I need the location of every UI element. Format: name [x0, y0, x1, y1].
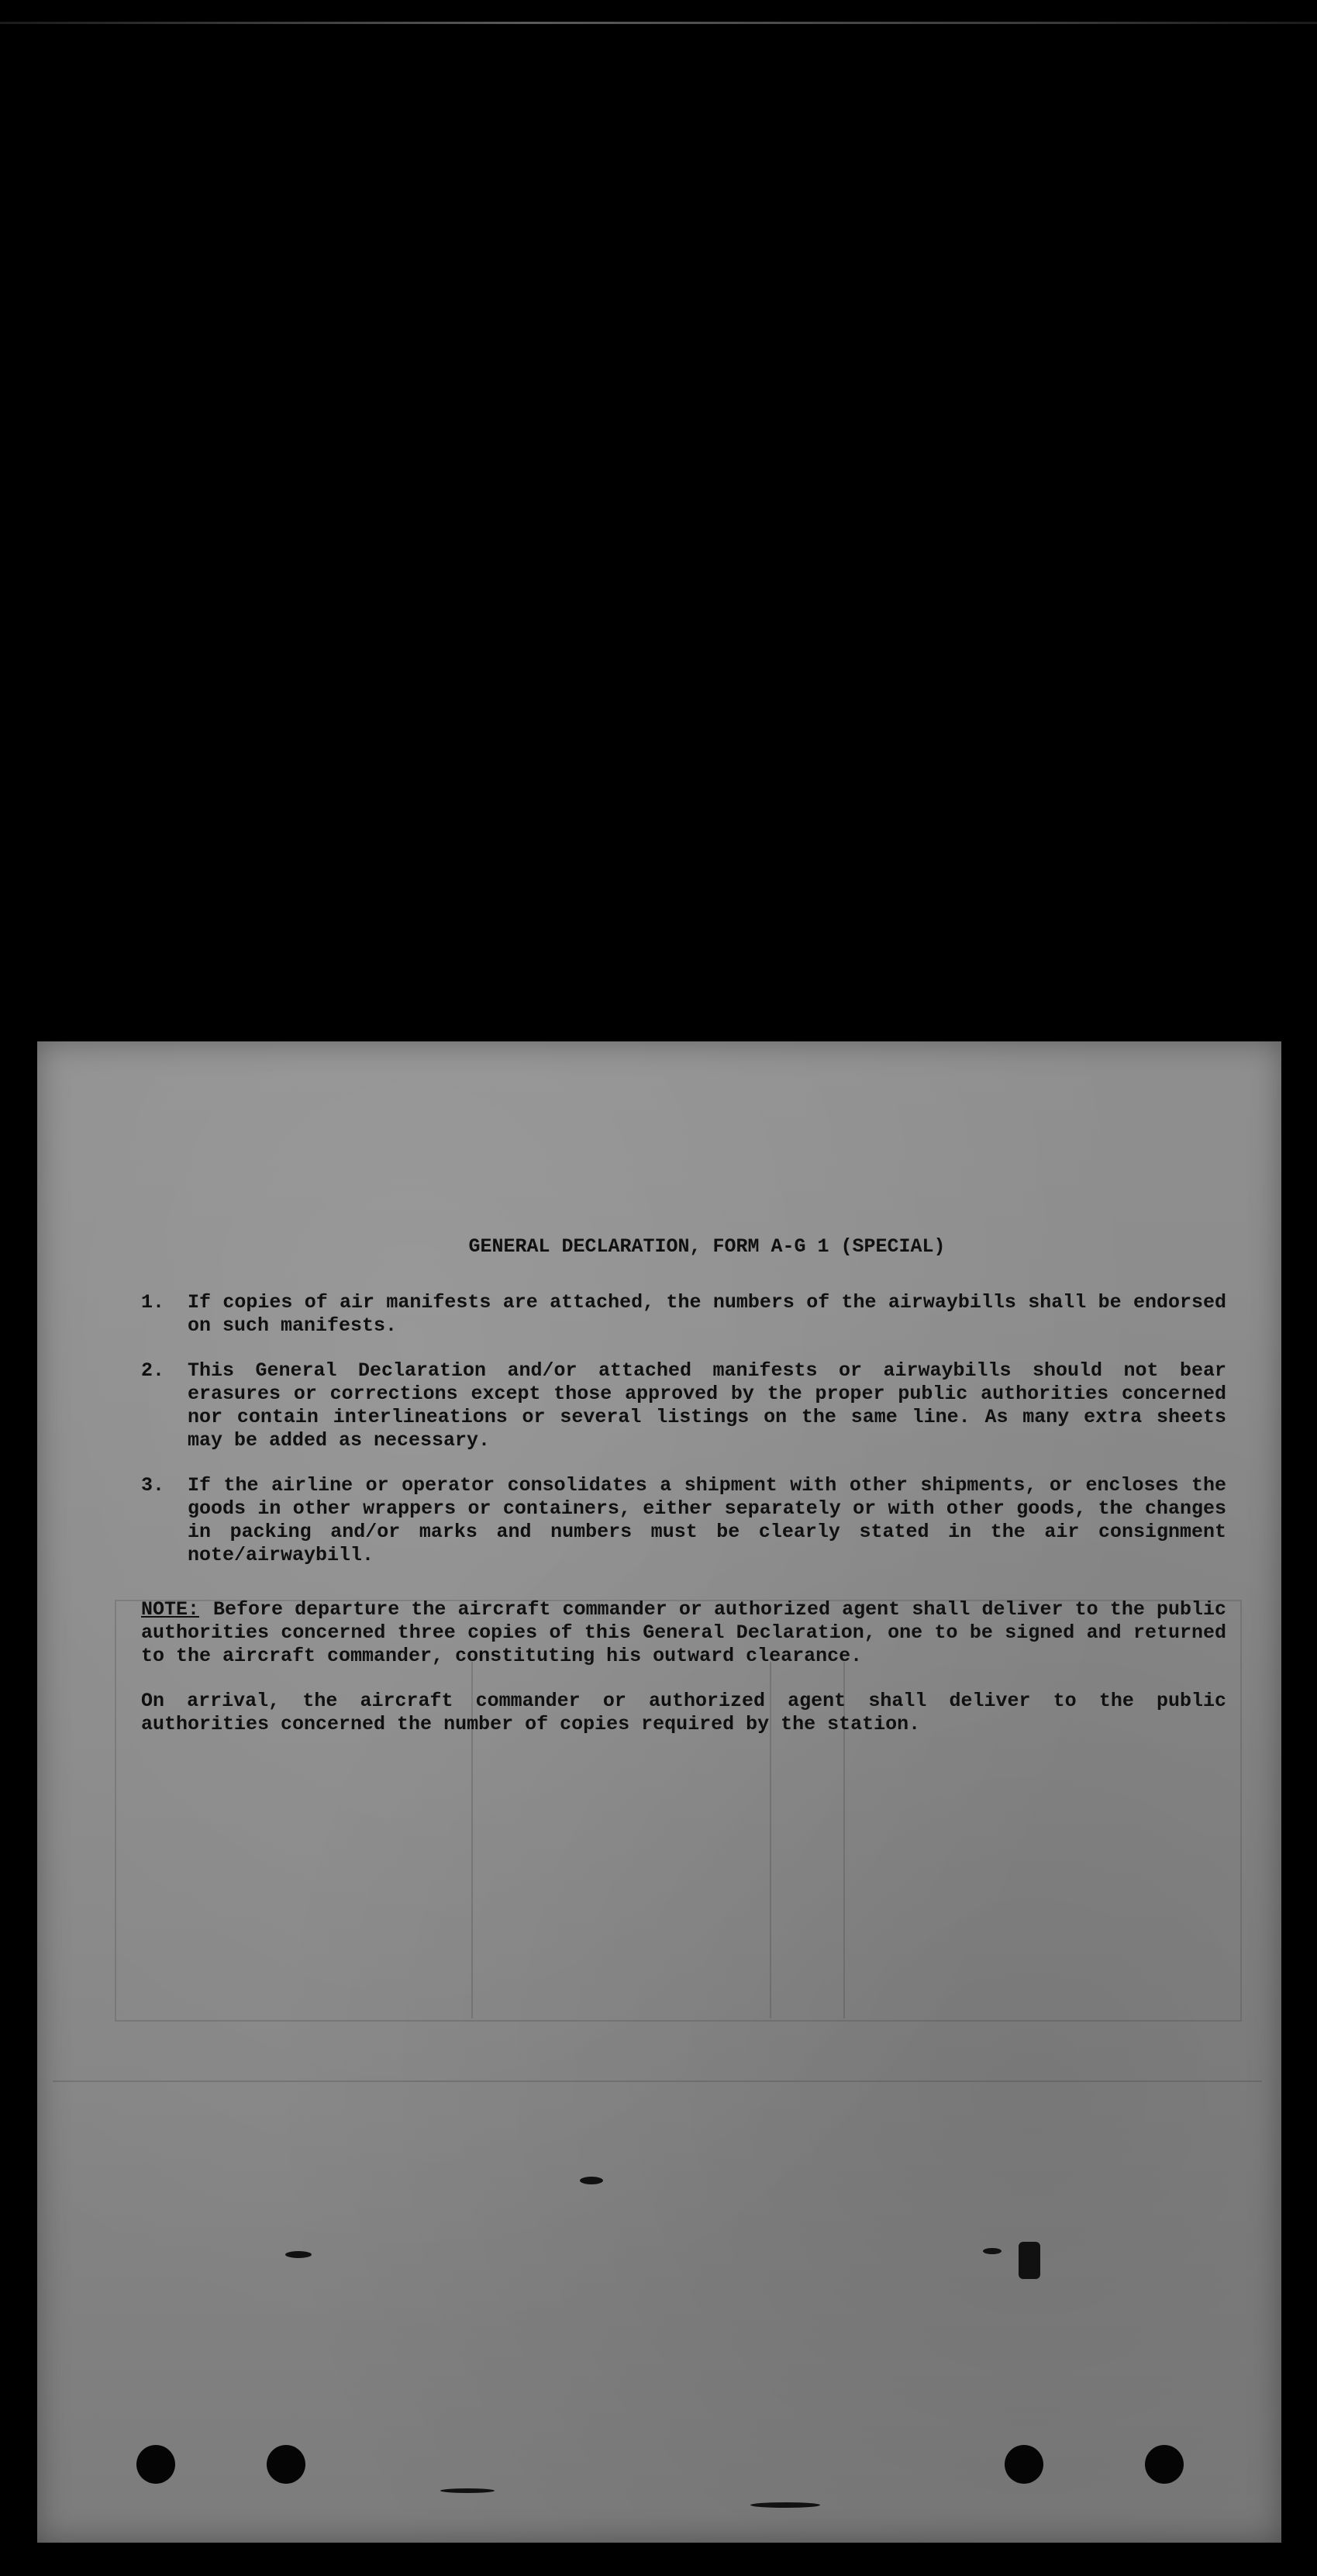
film-top-edge	[0, 22, 1317, 24]
declaration-instructions	[141, 1235, 1226, 1736]
item-number: 3.	[141, 1474, 165, 1497]
note-paragraph	[141, 1598, 1226, 1668]
ink-speck	[1019, 2242, 1040, 2279]
item-text: If the airline or operator consolidates a shipment with other shipments, or encloses the goods in other wrappers or containers, either separately or with other goods, the changes in packing and/or marks and numbers must be clearly stated in the air consignment note/airwaybill.	[188, 1474, 1226, 1566]
ink-speck	[580, 2177, 603, 2184]
document-page	[37, 1041, 1281, 2543]
punch-hole	[136, 2445, 175, 2484]
instruction-item-1	[141, 1291, 1226, 1338]
ink-speck	[983, 2248, 1002, 2254]
punch-hole	[1145, 2445, 1184, 2484]
note-text: Before departure the aircraft commander or authorized agent shall deliver to the public authorities concerned three copies of this General Declaration, one to be signed and returned to the aircraft commander, constituting his outward clearance.	[141, 1598, 1226, 1667]
ink-speck	[750, 2502, 820, 2508]
item-number: 2.	[141, 1359, 165, 1382]
instruction-item-3	[141, 1474, 1226, 1567]
bleed-through-rule	[53, 2080, 1262, 2082]
ink-speck	[440, 2488, 495, 2493]
punch-hole	[1005, 2445, 1043, 2484]
note-label: NOTE:	[141, 1598, 200, 1621]
item-number: 1.	[141, 1291, 165, 1314]
arrival-paragraph: On arrival, the aircraft commander or authorized agent shall deliver to the public authorities concerned the number of copies required by the station.	[141, 1690, 1226, 1735]
document-title: GENERAL DECLARATION, FORM A-G 1 (SPECIAL)	[468, 1235, 946, 1258]
item-text: This General Declaration and/or attached manifests or airwaybills should not bear erasures or corrections except those approved by the proper public authorities concerned nor contain interlineations or several listings on the same line. As many extra sheets may be added as necessary.	[188, 1359, 1226, 1452]
item-text: If copies of air manifests are attached, the numbers of the airwaybills shall be endorsed on such manifests.	[188, 1291, 1226, 1337]
punch-hole	[267, 2445, 305, 2484]
instruction-item-2	[141, 1359, 1226, 1452]
ink-speck	[285, 2251, 312, 2258]
